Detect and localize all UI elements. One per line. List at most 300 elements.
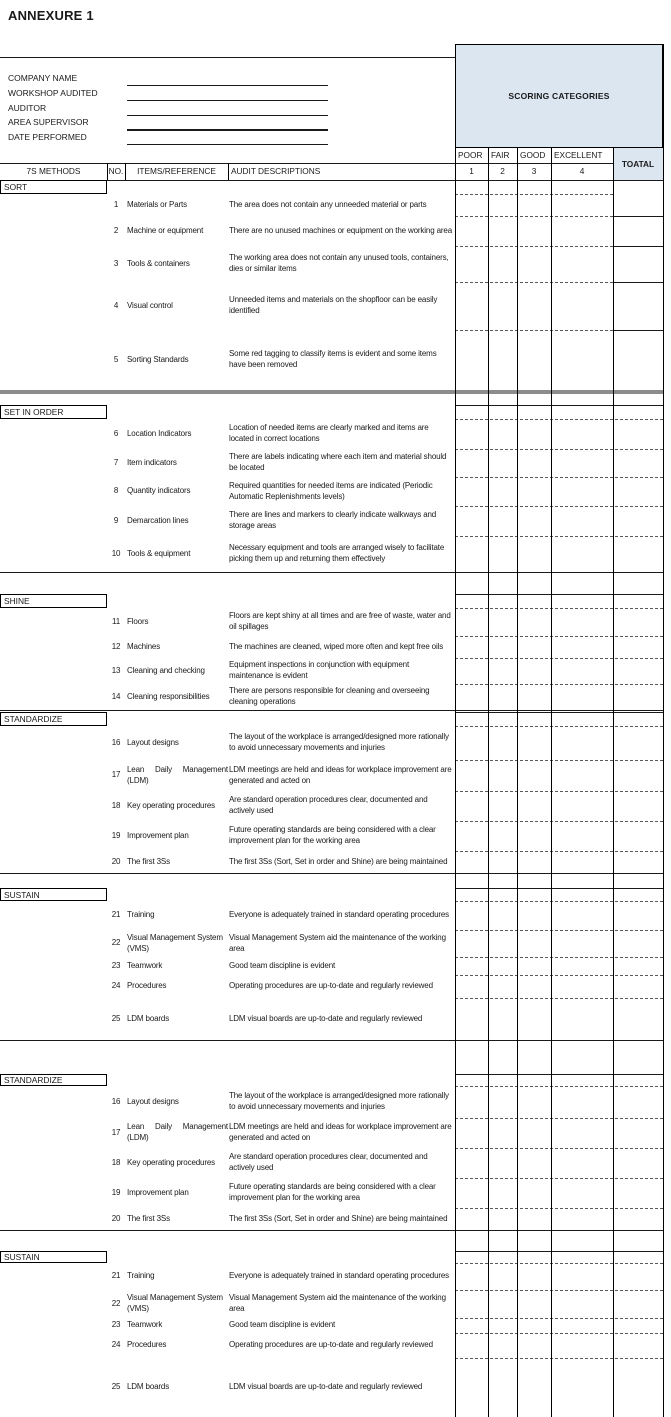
score-cell-total[interactable] xyxy=(614,217,663,246)
score-cell-excellent[interactable] xyxy=(552,1319,613,1333)
header-rule xyxy=(0,57,455,58)
item-description-text: Are standard operation procedures clear, documented and actively used xyxy=(229,795,428,815)
score-cell-total[interactable] xyxy=(614,685,663,710)
score-cell-excellent[interactable] xyxy=(552,999,613,1040)
score-cell-excellent[interactable] xyxy=(552,976,613,998)
score-cell-poor[interactable] xyxy=(456,727,488,760)
score-cell-excellent[interactable] xyxy=(552,637,613,658)
page-title xyxy=(8,8,308,26)
score-cell-poor[interactable] xyxy=(456,1087,488,1118)
column-header-no xyxy=(107,163,125,180)
score-cell-total[interactable] xyxy=(614,1359,663,1417)
score-cell-fair[interactable] xyxy=(489,727,517,760)
score-cell-fair[interactable] xyxy=(489,478,517,506)
item-description-text: The layout of the workplace is arranged/designed more rationally to avoid unnecessary movements and injuries xyxy=(229,1091,449,1111)
section-label-sustain-text: SUSTAIN xyxy=(4,1252,40,1262)
column-header-fair xyxy=(491,148,516,163)
item-name xyxy=(127,726,228,760)
score-cell-excellent[interactable] xyxy=(552,478,613,506)
score-cell-total[interactable] xyxy=(614,283,663,330)
score-cell-total[interactable] xyxy=(614,1179,663,1208)
score-cell-excellent[interactable] xyxy=(552,727,613,760)
score-cell-poor[interactable] xyxy=(456,450,488,477)
section-score-top-rule xyxy=(455,405,663,406)
item-description xyxy=(229,975,454,998)
score-cell-total[interactable] xyxy=(614,1334,663,1358)
item-name-text: Training xyxy=(127,910,155,920)
item-description-text: Unneeded items and materials on the shopfloor can be easily identified xyxy=(229,295,438,315)
item-name xyxy=(127,1118,228,1148)
item-name-text: Sorting Standards xyxy=(127,354,189,364)
score-cell-poor[interactable] xyxy=(456,537,488,572)
score-cell-excellent[interactable] xyxy=(552,507,613,536)
score-cell-fair[interactable] xyxy=(489,195,517,216)
score-cell-fair[interactable] xyxy=(489,637,517,658)
grid-line xyxy=(455,44,456,1417)
score-cell-poor[interactable] xyxy=(456,1359,488,1417)
item-description xyxy=(229,851,454,873)
score-cell-good[interactable] xyxy=(518,1319,551,1333)
score-cell-total[interactable] xyxy=(614,1264,663,1290)
score-cell-good[interactable] xyxy=(518,195,551,216)
item-no xyxy=(107,506,125,536)
score-cell-poor[interactable] xyxy=(456,420,488,449)
score-cell-fair[interactable] xyxy=(489,761,517,791)
score-cell-good[interactable] xyxy=(518,1087,551,1118)
item-no xyxy=(107,477,125,506)
score-cell-good[interactable] xyxy=(518,976,551,998)
score-cell-good[interactable] xyxy=(518,1209,551,1230)
score-cell-total[interactable] xyxy=(614,761,663,791)
score-cell-excellent[interactable] xyxy=(552,609,613,636)
score-cell-excellent[interactable] xyxy=(552,1359,613,1417)
score-cell-poor[interactable] xyxy=(456,1179,488,1208)
score-cell-good[interactable] xyxy=(518,1359,551,1417)
item-description-text: The layout of the workplace is arranged/designed more rationally to avoid unnecessary movements and injuries xyxy=(229,732,449,752)
score-cell-poor[interactable] xyxy=(456,507,488,536)
score-cell-total[interactable] xyxy=(614,450,663,477)
total-column-header-text: TOATAL xyxy=(621,159,655,169)
score-cell-poor[interactable] xyxy=(456,958,488,975)
score-cell-poor[interactable] xyxy=(456,1149,488,1178)
item-description-text: The area does not contain any unneeded material or parts xyxy=(229,199,427,209)
score-cell-poor[interactable] xyxy=(456,478,488,506)
score-cell-total[interactable] xyxy=(614,976,663,998)
item-description xyxy=(229,194,454,216)
score-cell-poor[interactable] xyxy=(456,761,488,791)
item-description xyxy=(229,419,454,449)
score-cell-good[interactable] xyxy=(518,537,551,572)
column-header-value-good xyxy=(517,163,551,180)
score-cell-good[interactable] xyxy=(518,331,551,390)
item-name xyxy=(127,330,228,390)
item-no-text: 18 xyxy=(111,1157,121,1167)
item-no-text: 25 xyxy=(111,1013,121,1023)
section-label-standardize-text: STANDARDIZE xyxy=(4,714,63,724)
score-cell-excellent[interactable] xyxy=(552,902,613,930)
date-performed-field[interactable] xyxy=(127,144,328,145)
item-description xyxy=(229,821,454,851)
score-cell-fair[interactable] xyxy=(489,283,517,330)
item-name xyxy=(127,477,228,506)
score-cell-good[interactable] xyxy=(518,822,551,851)
score-cell-total[interactable] xyxy=(614,195,663,216)
score-cell-good[interactable] xyxy=(518,1179,551,1208)
item-name-text: Demarcation lines xyxy=(127,515,189,525)
item-description xyxy=(229,901,454,930)
item-description xyxy=(229,1148,454,1178)
item-name-text: Lean Daily Management (LDM) xyxy=(127,1122,228,1142)
item-no-text: 16 xyxy=(111,1096,121,1106)
score-cell-total[interactable] xyxy=(614,792,663,821)
score-cell-total[interactable] xyxy=(614,1149,663,1178)
score-cell-fair[interactable] xyxy=(489,1334,517,1358)
score-cell-total[interactable] xyxy=(614,852,663,873)
score-cell-excellent[interactable] xyxy=(552,537,613,572)
score-cell-poor[interactable] xyxy=(456,1264,488,1290)
score-cell-fair[interactable] xyxy=(489,1319,517,1333)
score-cell-total[interactable] xyxy=(614,247,663,282)
score-cell-fair[interactable] xyxy=(489,1179,517,1208)
item-no xyxy=(107,282,125,330)
item-no xyxy=(107,760,125,791)
score-cell-total[interactable] xyxy=(614,958,663,975)
grid-line xyxy=(551,148,552,1417)
item-description-text: Location of needed items are clearly marked and items are located in correct locations xyxy=(229,423,429,443)
item-description xyxy=(229,477,454,506)
score-cell-poor[interactable] xyxy=(456,1334,488,1358)
score-cell-fair[interactable] xyxy=(489,792,517,821)
item-description-text: Visual Management System aid the maintenance of the working area xyxy=(229,1293,446,1313)
score-cell-total[interactable] xyxy=(614,1319,663,1333)
score-cell-fair[interactable] xyxy=(489,247,517,282)
score-cell-poor[interactable] xyxy=(456,822,488,851)
score-cell-fair[interactable] xyxy=(489,976,517,998)
item-name-text: LDM boards xyxy=(127,1382,170,1392)
column-header-excellent xyxy=(554,148,612,163)
item-description-text: The first 3Ss (Sort, Set in order and Shine) are being maintained xyxy=(229,856,448,866)
score-cell-fair[interactable] xyxy=(489,822,517,851)
score-cell-poor[interactable] xyxy=(456,902,488,930)
item-name xyxy=(127,821,228,851)
item-no-text: 18 xyxy=(111,800,121,810)
score-cell-good[interactable] xyxy=(518,1291,551,1318)
column-header-value-good-text: 3 xyxy=(531,166,537,177)
form-label-area-supervisor xyxy=(8,116,123,128)
score-cell-poor[interactable] xyxy=(456,685,488,710)
item-no-text: 11 xyxy=(111,616,120,626)
section-bottom-rule xyxy=(0,873,663,874)
item-no-text: 12 xyxy=(111,641,121,651)
score-cell-excellent[interactable] xyxy=(552,685,613,710)
score-cell-excellent[interactable] xyxy=(552,958,613,975)
item-description-text: Floors are kept shiny at all times and are free of waste, water and oil spillages xyxy=(229,611,451,631)
item-name-text: Procedures xyxy=(127,981,167,991)
score-cell-excellent[interactable] xyxy=(552,217,613,246)
section-score-top-rule xyxy=(455,594,663,595)
score-cell-total[interactable] xyxy=(614,507,663,536)
section-label-sort-text: SORT xyxy=(4,182,28,192)
score-cell-fair[interactable] xyxy=(489,217,517,246)
item-name-text: Tools & equipment xyxy=(127,548,191,558)
score-cell-good[interactable] xyxy=(518,852,551,873)
item-no-text: 16 xyxy=(111,737,121,747)
score-cell-fair[interactable] xyxy=(489,331,517,390)
score-cell-total[interactable] xyxy=(614,609,663,636)
item-description xyxy=(229,658,454,684)
workshop-audited-field[interactable] xyxy=(127,100,328,101)
score-cell-excellent[interactable] xyxy=(552,792,613,821)
score-cell-fair[interactable] xyxy=(489,852,517,873)
score-cell-excellent[interactable] xyxy=(552,931,613,957)
form-label-workshop-audited xyxy=(8,87,123,99)
score-cell-total[interactable] xyxy=(614,331,663,390)
item-description-text: There are lines and markers to clearly indicate walkways and storage areas xyxy=(229,510,437,530)
score-cell-good[interactable] xyxy=(518,609,551,636)
score-cell-total[interactable] xyxy=(614,822,663,851)
area-supervisor-field[interactable] xyxy=(127,129,328,131)
score-cell-good[interactable] xyxy=(518,450,551,477)
auditor-field[interactable] xyxy=(127,115,328,116)
item-no xyxy=(107,821,125,851)
score-cell-poor[interactable] xyxy=(456,852,488,873)
item-no-text: 14 xyxy=(111,691,121,701)
score-cell-total[interactable] xyxy=(614,902,663,930)
score-cell-fair[interactable] xyxy=(489,958,517,975)
item-description-text: Good team discipline is evident xyxy=(229,960,336,970)
item-name xyxy=(127,194,228,216)
score-cell-good[interactable] xyxy=(518,761,551,791)
score-cell-excellent[interactable] xyxy=(552,195,613,216)
score-cell-excellent[interactable] xyxy=(552,420,613,449)
score-cell-good[interactable] xyxy=(518,958,551,975)
score-cell-excellent[interactable] xyxy=(552,761,613,791)
score-cell-total[interactable] xyxy=(614,931,663,957)
score-cell-fair[interactable] xyxy=(489,931,517,957)
score-cell-excellent[interactable] xyxy=(552,822,613,851)
score-cell-good[interactable] xyxy=(518,478,551,506)
item-name-text: LDM boards xyxy=(127,1013,170,1023)
column-header-fair-text: FAIR xyxy=(491,150,510,161)
score-cell-good[interactable] xyxy=(518,902,551,930)
item-description xyxy=(229,1178,454,1208)
score-cell-poor[interactable] xyxy=(456,1119,488,1148)
score-cell-fair[interactable] xyxy=(489,507,517,536)
score-cell-good[interactable] xyxy=(518,283,551,330)
score-cell-fair[interactable] xyxy=(489,537,517,572)
score-cell-total[interactable] xyxy=(614,1209,663,1230)
item-no xyxy=(107,449,125,477)
score-cell-fair[interactable] xyxy=(489,1149,517,1178)
item-name-text: Machines xyxy=(127,641,161,651)
item-name xyxy=(127,506,228,536)
column-header-audit-descriptions-text: AUDIT DESCRIPTIONS xyxy=(231,166,321,177)
score-cell-good[interactable] xyxy=(518,659,551,684)
score-cell-good[interactable] xyxy=(518,1334,551,1358)
item-no-text: 19 xyxy=(111,830,121,840)
score-cell-total[interactable] xyxy=(614,1119,663,1148)
score-cell-fair[interactable] xyxy=(489,450,517,477)
score-cell-excellent[interactable] xyxy=(552,331,613,390)
score-cell-good[interactable] xyxy=(518,1149,551,1178)
score-cell-poor[interactable] xyxy=(456,195,488,216)
section-score-top-rule xyxy=(455,1251,663,1252)
score-cell-good[interactable] xyxy=(518,637,551,658)
section-label-sustain-text: SUSTAIN xyxy=(4,889,40,900)
item-no-text: 13 xyxy=(111,665,121,675)
score-cell-total[interactable] xyxy=(614,999,663,1040)
score-cell-total[interactable] xyxy=(614,1291,663,1318)
item-description-text: The first 3Ss (Sort, Set in order and Shine) are being maintained xyxy=(229,1213,448,1223)
item-no-text: 17 xyxy=(111,1127,121,1137)
item-no-text: 3 xyxy=(113,258,119,268)
item-description-text: Visual Management System aid the maintenance of the working area xyxy=(229,932,446,953)
score-cell-excellent[interactable] xyxy=(552,1149,613,1178)
total-column-header xyxy=(613,148,663,180)
score-cell-poor[interactable] xyxy=(456,331,488,390)
section-bottom-rule xyxy=(0,572,663,573)
item-no xyxy=(107,998,125,1040)
score-cell-good[interactable] xyxy=(518,420,551,449)
score-cell-good[interactable] xyxy=(518,1119,551,1148)
score-cell-total[interactable] xyxy=(614,727,663,760)
score-cell-excellent[interactable] xyxy=(552,1209,613,1230)
item-no xyxy=(107,216,125,246)
column-header-audit-descriptions xyxy=(231,163,455,180)
score-cell-good[interactable] xyxy=(518,217,551,246)
item-name xyxy=(127,1148,228,1178)
company-name-field[interactable] xyxy=(127,85,328,86)
form-label-auditor xyxy=(8,102,123,114)
item-description xyxy=(229,1318,454,1333)
score-cell-poor[interactable] xyxy=(456,976,488,998)
grid-line xyxy=(663,44,664,1417)
item-description xyxy=(229,246,454,282)
item-name xyxy=(127,998,228,1040)
score-cell-poor[interactable] xyxy=(456,1319,488,1333)
item-description-text: Future operating standards are being considered with a clear improvement plan for the working area xyxy=(229,825,436,845)
section-label-standardize xyxy=(0,1074,107,1086)
score-cell-excellent[interactable] xyxy=(552,1264,613,1290)
score-cell-fair[interactable] xyxy=(489,609,517,636)
item-name-text: Layout designs xyxy=(127,737,179,747)
score-cell-fair[interactable] xyxy=(489,1119,517,1148)
score-cell-good[interactable] xyxy=(518,792,551,821)
column-header-poor-text: POOR xyxy=(458,150,483,161)
column-header-items-reference-text: ITEMS/REFERENCE xyxy=(137,166,216,177)
score-cell-good[interactable] xyxy=(518,685,551,710)
score-cell-fair[interactable] xyxy=(489,1359,517,1417)
section-label-set-in-order-text: SET IN ORDER xyxy=(4,407,64,417)
item-description-text: The working area does not contain any unused tools, containers, dies or similar items xyxy=(229,253,449,273)
score-cell-excellent[interactable] xyxy=(552,450,613,477)
score-cell-total[interactable] xyxy=(614,420,663,449)
item-name-text: Visual Management System (VMS) xyxy=(127,1293,223,1313)
score-cell-fair[interactable] xyxy=(489,999,517,1040)
column-header-value-fair xyxy=(488,163,517,180)
item-name xyxy=(127,851,228,873)
score-cell-excellent[interactable] xyxy=(552,659,613,684)
score-cell-excellent[interactable] xyxy=(552,247,613,282)
item-name-text: Layout designs xyxy=(127,1096,179,1106)
section-label-shine xyxy=(0,594,107,608)
score-cell-fair[interactable] xyxy=(489,420,517,449)
score-cell-excellent[interactable] xyxy=(552,1179,613,1208)
score-cell-poor[interactable] xyxy=(456,609,488,636)
score-cell-fair[interactable] xyxy=(489,1291,517,1318)
score-cell-poor[interactable] xyxy=(456,1291,488,1318)
column-header-poor xyxy=(458,148,487,163)
score-cell-good[interactable] xyxy=(518,1264,551,1290)
score-cell-fair[interactable] xyxy=(489,685,517,710)
item-description xyxy=(229,1290,454,1318)
score-cell-fair[interactable] xyxy=(489,659,517,684)
score-cell-poor[interactable] xyxy=(456,792,488,821)
score-cell-poor[interactable] xyxy=(456,283,488,330)
item-no-text: 20 xyxy=(111,856,121,866)
item-description-text: Some red tagging to classify items is evident and some items have been removed xyxy=(229,349,437,369)
score-cell-good[interactable] xyxy=(518,247,551,282)
item-name-text: Training xyxy=(127,1271,155,1281)
score-cell-poor[interactable] xyxy=(456,247,488,282)
item-name xyxy=(127,636,228,658)
score-cell-excellent[interactable] xyxy=(552,852,613,873)
score-cell-excellent[interactable] xyxy=(552,283,613,330)
score-cell-poor[interactable] xyxy=(456,659,488,684)
score-cell-poor[interactable] xyxy=(456,217,488,246)
item-name xyxy=(127,536,228,572)
score-cell-total[interactable] xyxy=(614,659,663,684)
item-no xyxy=(107,930,125,957)
score-cell-good[interactable] xyxy=(518,999,551,1040)
score-cell-excellent[interactable] xyxy=(552,1334,613,1358)
score-cell-total[interactable] xyxy=(614,1087,663,1118)
score-cell-fair[interactable] xyxy=(489,1264,517,1290)
item-name-text: Key operating procedures xyxy=(127,800,216,810)
column-header-7s-methods-text: 7S METHODS xyxy=(26,166,81,177)
score-cell-poor[interactable] xyxy=(456,1209,488,1230)
score-cell-good[interactable] xyxy=(518,507,551,536)
score-cell-excellent[interactable] xyxy=(552,1087,613,1118)
score-cell-fair[interactable] xyxy=(489,902,517,930)
score-cell-total[interactable] xyxy=(614,478,663,506)
score-cell-good[interactable] xyxy=(518,931,551,957)
score-cell-fair[interactable] xyxy=(489,1087,517,1118)
score-cell-poor[interactable] xyxy=(456,637,488,658)
item-description xyxy=(229,726,454,760)
column-header-value-poor-text: 1 xyxy=(469,166,474,177)
item-no-text: 19 xyxy=(111,1187,121,1197)
item-no-text: 2 xyxy=(113,225,119,235)
item-no xyxy=(107,1290,125,1318)
score-cell-total[interactable] xyxy=(614,637,663,658)
item-description xyxy=(229,684,454,710)
score-cell-excellent[interactable] xyxy=(552,1119,613,1148)
grid-line xyxy=(107,163,108,180)
score-cell-poor[interactable] xyxy=(456,999,488,1040)
score-cell-excellent[interactable] xyxy=(552,1291,613,1318)
score-cell-good[interactable] xyxy=(518,727,551,760)
item-name xyxy=(127,957,228,975)
item-no xyxy=(107,791,125,821)
item-no-text: 8 xyxy=(113,486,119,496)
section-bottom-rule xyxy=(0,1040,663,1041)
score-cell-total[interactable] xyxy=(614,537,663,572)
item-description-text: Necessary equipment and tools are arranged wisely to facilitate picking them up and returning them effectively xyxy=(229,543,445,563)
score-cell-fair[interactable] xyxy=(489,1209,517,1230)
score-cell-poor[interactable] xyxy=(456,931,488,957)
item-name xyxy=(127,1333,228,1358)
